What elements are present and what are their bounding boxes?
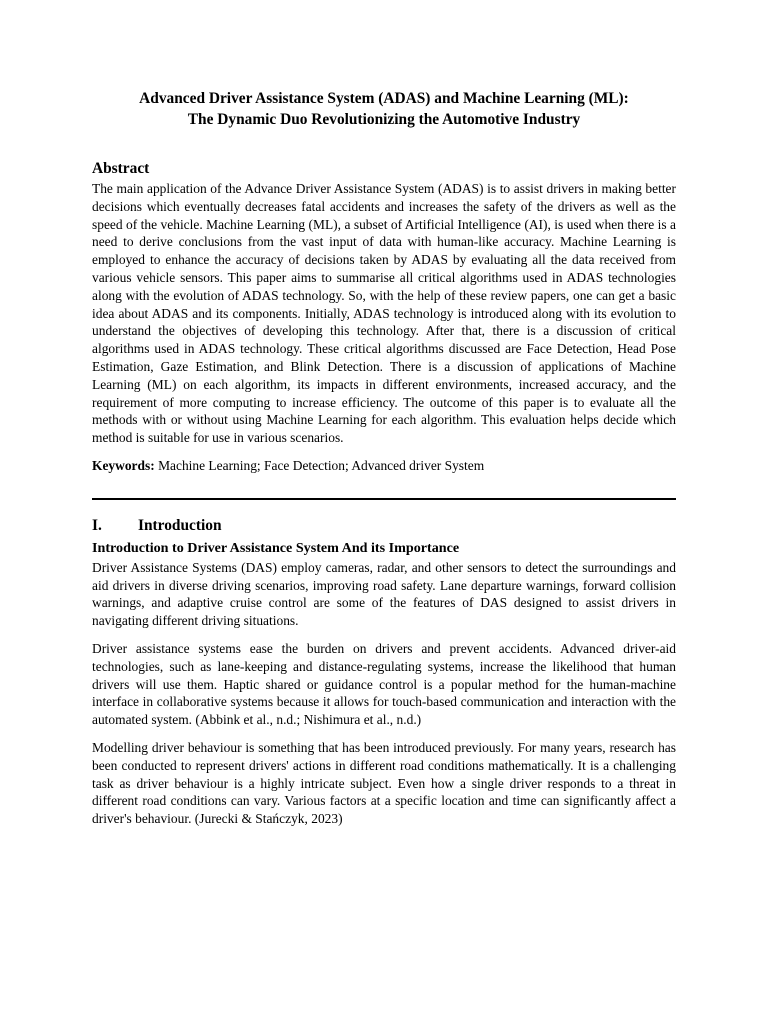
- keywords-text: Machine Learning; Face Detection; Advanced driver System: [154, 457, 485, 473]
- abstract-text: The main application of the Advance Driver Assistance System (ADAS) is to assist drivers in making better decisions which eventually decreases fatal accidents and increases the safety of the drivers as well as the speed of the vehicle. Machine Learning (ML), a subset of Artificial Intelligence (AI), is used when there is a need to derive conclusions from the vast input of data with human-like accuracy. Machine Learning is employed to enhance the accuracy of decisions taken by ADAS by evaluating all the data received from various vehicle sensors. This paper aims to summarise all critical algorithms used in ADAS technologies along with the evolution of ADAS technology. So, with the help of these review papers, one can get a basic idea about ADAS and its components. Initially, ADAS technology is introduced along with its evolution to understand the objectives of developing this technology. After that, there is a discussion of critical algorithms used in ADAS technology. These critical algorithms discussed are Face Detection, Head Pose Estimation, Gaze Estimation, and Blink Detection. There is a discussion of applications of Machine Learning (ML) on each algorithm, its impacts in different environments, increased accuracy, and the requirement of more computing to increase efficiency. The outcome of this paper is to evaluate all the methods with or without using Machine Learning for each algorithm. This evaluation helps decide which method is suitable for use in various scenarios.: [92, 181, 676, 446]
- document-page: [92, 88, 676, 828]
- paper-title: [92, 88, 676, 130]
- paragraph: Driver Assistance Systems (DAS) employ cameras, radar, and other sensors to detect the surroundings and aid drivers in diverse driving scenarios, improving road safety. Lane departure warnings, forward collision warnings, and adaptive cruise control are some of the features of DAS designed to assist drivers in navigating different driving situations.: [92, 559, 676, 629]
- section-heading: [92, 516, 676, 536]
- paragraph: Driver assistance systems ease the burden on drivers and prevent accidents. Advanced driver-aid technologies, such as lane-keeping and distance-regulating systems, increase the likelihood that human drivers will use them. Haptic shared or guidance control is a popular method for the human-machine interface in collaborative systems because it allows for touch-based communication and interaction with the automated system. (Abbink et al., n.d.; Nishimura et al., n.d.): [92, 640, 676, 728]
- keywords-label: Keywords:: [92, 457, 155, 473]
- section-number: I.: [92, 516, 102, 534]
- paragraph: Modelling driver behaviour is something that has been introduced previously. For many years, research has been conducted to represent drivers' actions in different road conditions mathematically. It is a challenging task as driver behaviour is a highly intricate subject. Even how a single driver responds to a threat in different road conditions can vary. Various factors at a specific location and time can significantly affect a driver's behaviour. (Jurecki & Stańczyk, 2023): [92, 739, 676, 827]
- keywords-line: [92, 457, 676, 475]
- section-title: Introduction: [138, 516, 222, 534]
- paper-title-line-2: The Dynamic Duo Revolutionizing the Automotive Industry: [187, 111, 581, 128]
- section-divider: [92, 498, 676, 500]
- abstract-heading: Abstract: [92, 160, 150, 177]
- subsection-heading: Introduction to Driver Assistance System And its Importance: [92, 539, 460, 556]
- paper-title-line-1: Advanced Driver Assistance System (ADAS) and Machine Learning (ML):: [139, 90, 629, 107]
